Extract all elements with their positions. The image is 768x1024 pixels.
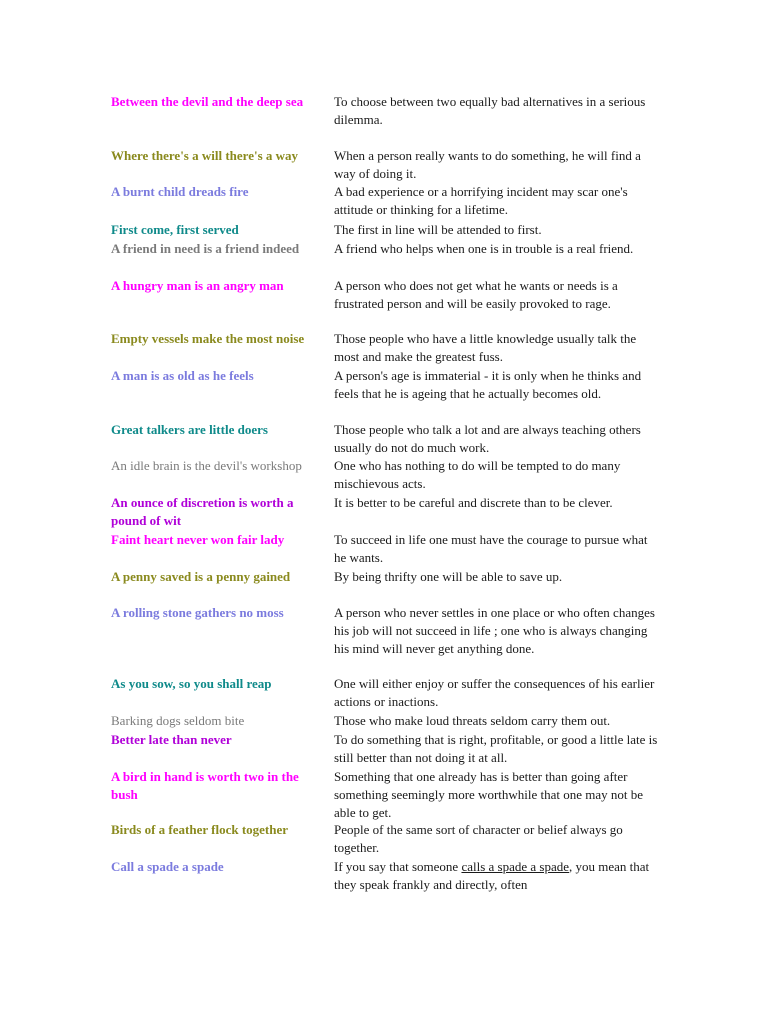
proverb-text: A burnt child dreads fire [111,184,249,199]
proverb-text: Where there's a will there's a way [111,148,299,163]
proverb-text: A rolling stone gathers no moss [111,605,284,620]
meaning-text: To succeed in life one must have the courage to pursue what he wants. [334,532,648,565]
meaning-text: One will either enjoy or suffer the consequences of his earlier actions or inactions. [334,676,655,709]
meaning-text: A person's age is immaterial - it is only when he thinks and feels that he is ageing that he actually becomes old. [334,368,642,401]
meaning-text: To do something that is right, profitable, or good a little late is still better than not doing it at all. [334,732,658,765]
meaning-text: It is better to be careful and discrete than to be clever. [334,495,613,510]
proverb-text: A man is as old as he feels [111,368,254,383]
proverb-text: Barking dogs seldom bite [111,713,245,728]
meaning-text: A bad experience or a horrifying incident may scar one's attitude or thinking for a lifetime. [334,184,628,217]
proverb-text: Better late than never [111,732,232,747]
meaning-text: The first in line will be attended to first. [334,222,542,237]
meaning-text-pre: If you say that someone [334,859,462,874]
proverb-text: Birds of a feather flock together [111,822,289,837]
proverb-text: A penny saved is a penny gained [111,569,291,584]
meaning-text: A friend who helps when one is in trouble is a real friend. [334,241,634,256]
proverb-text: As you sow, so you shall reap [111,676,272,691]
meaning-text: One who has nothing to do will be tempted to do many mischievous acts. [334,458,621,491]
proverb-text: Between the devil and the deep sea [111,94,304,109]
meaning-text: A person who does not get what he wants or needs is a frustrated person and will be easily provoked to rage. [334,278,618,311]
proverb-text: A hungry man is an angry man [111,278,284,293]
proverb-text: Empty vessels make the most noise [111,331,305,346]
meaning-text: When a person really wants to do something, he will find a way of doing it. [334,148,641,181]
proverb-text: An idle brain is the devil's workshop [111,458,302,473]
meaning-text: By being thrifty one will be able to save up. [334,569,563,584]
proverb-text: A bird in hand is worth two in the bush [111,769,299,802]
proverb-text: Great talkers are little doers [111,422,268,437]
proverb-text: A friend in need is a friend indeed [111,241,300,256]
meaning-text: Those who make loud threats seldom carry them out. [334,713,611,728]
meaning-text [334,858,659,894]
meaning-text: Those people who have a little knowledge usually talk the most and make the greatest fuss. [334,331,637,364]
proverb-text: Call a spade a spade [111,859,224,874]
proverb-text: An ounce of discretion is worth a pound of wit [111,495,294,528]
proverb-text: First come, first served [111,222,239,237]
meaning-text: A person who never settles in one place or who often changes his job will not succeed in life ; one who is always changing his mind will never get anything done. [334,605,655,656]
meaning-text: Something that one already has is better than going after something seemingly more worthwhile that one may not be able to get. [334,769,644,820]
underlined-phrase: calls a spade a spade [461,859,570,874]
meaning-text: People of the same sort of character or belief always go together. [334,822,623,855]
meaning-text-post: , you mean that they speak frankly and directly, often [334,859,650,892]
proverb-text: Faint heart never won fair lady [111,532,285,547]
meaning-text: To choose between two equally bad alternatives in a serious dilemma. [334,94,646,127]
meaning-text: Those people who talk a lot and are always teaching others usually do not do much work. [334,422,641,455]
